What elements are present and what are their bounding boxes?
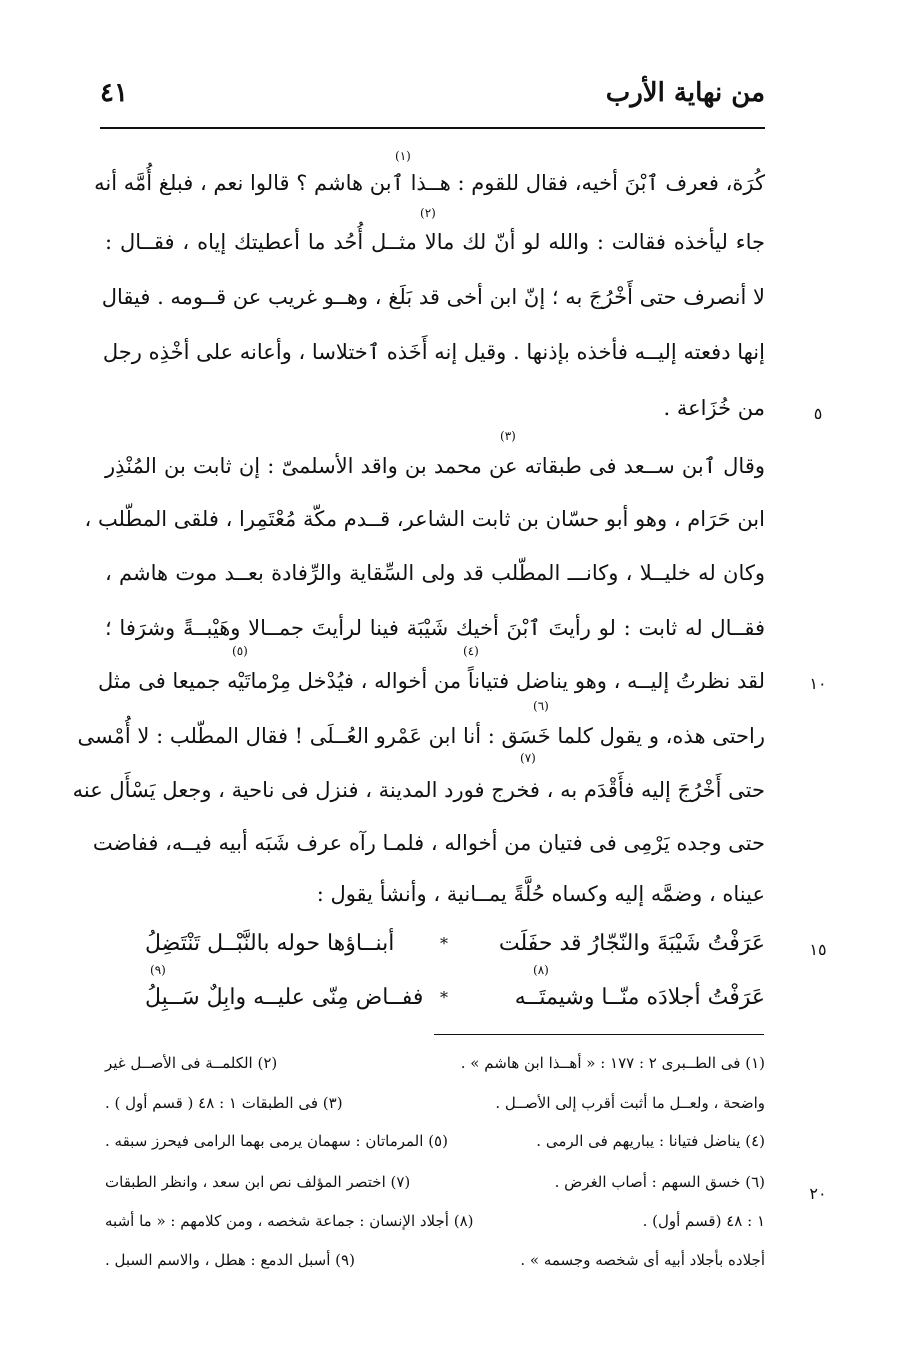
verse-hemistich: عَرَفْتُ أجلادَه منّــا وشيمتَــه — [514, 985, 765, 1010]
footnote-marker: (٩) — [150, 963, 166, 977]
footnote-text: (١) فى الطــبرى ٢ : ١٧٧ : « أهــذا ابن هاشم » . — [460, 1054, 765, 1072]
footnote-marker: (٥) — [232, 644, 248, 658]
body-line: كُرَة، فعرف ٱبْنَ أخيه، فقال للقوم : هــذا ٱبن هاشم ؟ قالوا نعم ، فبلغ أُمَّه أنه — [94, 171, 765, 195]
footnote-text: (٩) أسبل الدمع : هطل ، والاسم السبل . — [105, 1251, 355, 1269]
footnote-line — [105, 1206, 765, 1236]
footnote-line — [105, 1088, 765, 1118]
footnote-rule — [434, 1034, 764, 1035]
footnote-text: واضحة ، ولعــل ما أثبت أقرب إلى الأصــل . — [495, 1094, 765, 1112]
footnote-text: (٤) يناضل فتيانا : يباريهم فى الرمى . — [536, 1132, 765, 1150]
body-line: حتى أَخْرُجَ إليه فأَقْدَم به ، فخرج فورد المدينة ، فنزل فى ناحية ، وجعل يَسْأَل عنه — [72, 778, 765, 802]
body-line: ابن حَرَام ، وهو أبو حسّان بن ثابت الشاعر، قــدم مكّة مُعْتَمِرا ، فلقى المطّلب ، — [84, 507, 765, 531]
footnote-text: (٣) فى الطبقات ١ : ٤٨ ( قسم أول ) . — [105, 1094, 343, 1112]
body-line: حتى وجده يَرْمِى فى فتيان من أخواله ، فلمـا رآه عرف شَبَه أبيه فيــه، ففاضت — [92, 831, 765, 855]
body-line: عيناه ، وضمَّه إليه وكساه حُلَّةً يمــانية ، وأنشأ يقول : — [316, 882, 765, 906]
body-line: وقال ٱبن ســعد فى طبقاته عن محمد بن واقد الأسلمىّ : إن ثابت بن المُنْذِر — [105, 454, 765, 478]
verse-line — [145, 978, 765, 1018]
footnote-text: (٧) اختصر المؤلف نص ابن سعد ، وانظر الطبقات — [105, 1173, 411, 1191]
footnote-marker: (٧) — [520, 751, 536, 765]
footnote-text: (٦) خسق السهم : أصاب الغرض . — [554, 1173, 765, 1191]
body-line: إنها دفعته إليــه فأخذه بإذنها . وقيل إنه أَخَذه ٱختلاسا ، وأعانه على أخْذِه رجل — [102, 340, 765, 364]
footnote-marker: (٤) — [463, 644, 479, 658]
verse-line — [145, 924, 765, 964]
body-line: لقد نظرتُ إليــه ، وهو يناضل فتياناً من أخواله ، فيُدْخل مِرْماتَيْه جميعا فى مثل — [98, 669, 765, 693]
body-line: فقــال له ثابت : لو رأيتَ ٱبْنَ أخيك شَيْبَة فينا لرأيتَ جمــالا وهَيْبــةً وشرَفا ؛ — [105, 616, 765, 640]
page-number: ٤١ — [100, 78, 128, 108]
margin-line-number: ٢٠ — [809, 1184, 827, 1203]
body-line: وكان له خليــلا ، وكانـــ المطّلب قد ولى السِّقاية والرِّفادة بعــد موت هاشم ، — [105, 561, 765, 585]
footnote-marker: (٨) — [533, 963, 549, 977]
header-rule — [100, 127, 765, 129]
footnote-marker: (٢) — [420, 206, 436, 220]
footnote-text: أجلاده بأجلاد أبيه أى شخصه وجسمه » . — [520, 1251, 765, 1269]
margin-line-number: ٥ — [813, 404, 823, 423]
verse-hemistich: عَرَفْتُ شَيْبَةَ والنّجّارُ قد حفَلَت — [498, 931, 765, 956]
page-header — [100, 78, 765, 128]
footnote-line — [105, 1167, 765, 1197]
body-line: جاء ليأخذه فقالت : والله لو أنّ لك مالا مثــل أُحُد ما أعطيتك إياه ، فقــال : — [105, 230, 765, 254]
footnote-text: ١ : ٤٨ (قسم أول) . — [642, 1212, 765, 1230]
verse-hemistich: أبنــاؤها حوله بالنَّبْــل تَنْتَضِلُ — [145, 931, 395, 956]
body-line: راحتى هذه، و يقول كلما خَسَق : أنا ابن عَمْرو العُــلَى ! فقال المطّلب : لا أُمْسى — [77, 724, 765, 748]
footnote-line — [105, 1048, 765, 1078]
running-title: من نهاية الأرب — [605, 78, 765, 108]
body-line: لا أنصرف حتى أَخْرُجَ به ؛ إنّ ابن أخى قد بَلَغ ، وهــو غريب عن قــومه . فيقال — [101, 285, 765, 309]
body-line: من خُزَاعة . — [663, 396, 765, 420]
margin-line-number: ١٥ — [809, 940, 827, 959]
footnote-marker: (٣) — [500, 429, 516, 443]
footnote-text: (٢) الكلمــة فى الأصــل غير — [105, 1054, 278, 1072]
footnote-text: (٨) أجلاد الإنسان : جماعة شخصه ، ومن كلامهم : « ما أشبه — [105, 1212, 474, 1230]
footnote-marker: (٦) — [533, 699, 549, 713]
footnote-text: (٥) المرماتان : سهمان يرمى بهما الرامى فيحرز سبقه . — [105, 1132, 448, 1150]
verse-separator: * — [440, 934, 448, 953]
margin-line-number: ١٠ — [809, 674, 827, 693]
footnote-line — [105, 1126, 765, 1156]
verse-separator: * — [440, 988, 448, 1007]
footnote-line — [105, 1245, 765, 1275]
verse-hemistich: ففــاض مِنّى عليــه وابِلٌ سَــبِلُ — [145, 985, 424, 1010]
footnote-marker: (١) — [395, 149, 411, 163]
